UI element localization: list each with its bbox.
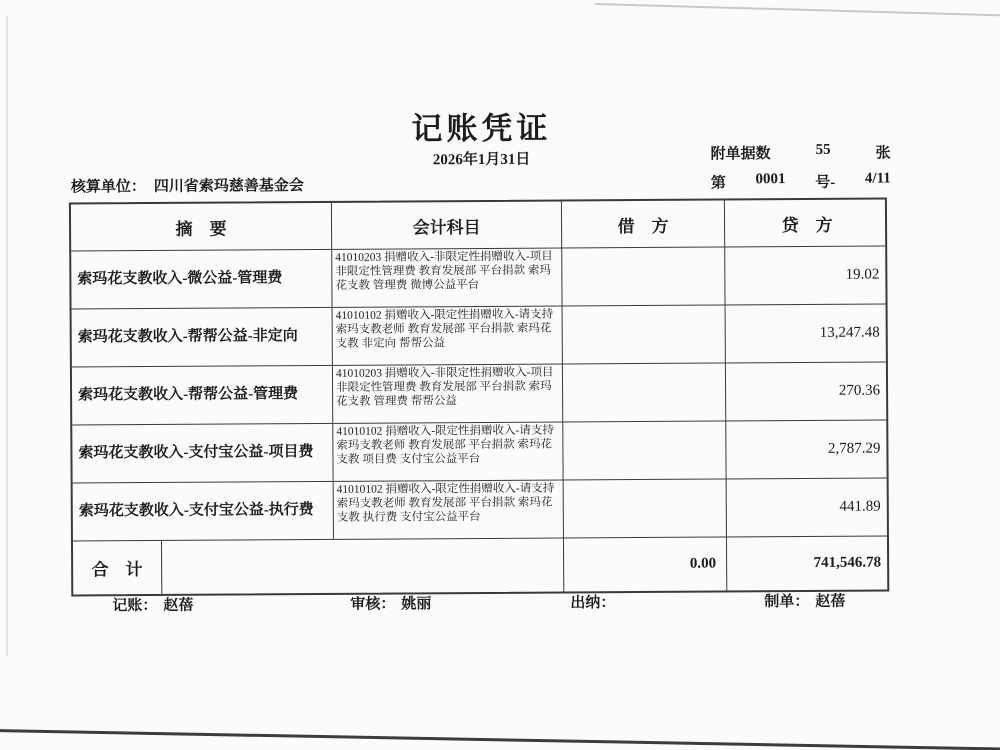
credit-cell: 19.02 xyxy=(724,246,889,304)
column-header-credit: 贷 方 xyxy=(724,199,889,246)
cashier-signature xyxy=(570,591,621,612)
total-label: 合 计 xyxy=(91,560,143,580)
voucher-date: 2026年1月31日 xyxy=(432,151,531,169)
attached-docs-label: 附单据数 xyxy=(710,146,771,163)
credit-cell: 13,247.48 xyxy=(725,304,890,362)
voucher-table xyxy=(69,198,889,597)
accounting-unit-label: 核算单位： xyxy=(70,179,146,196)
bookkeeper-signature xyxy=(112,594,193,615)
reviewer-name: 姚丽 xyxy=(401,596,432,613)
table-row xyxy=(72,362,886,425)
preparer-label: 制单： xyxy=(764,593,810,611)
bookkeeper-name: 赵蓓 xyxy=(163,597,194,614)
preparer-name: 赵蓓 xyxy=(815,593,846,610)
account-cell: 41010102 捐赠收入-限定性捐赠收入-请支持索玛支教老师 教育发展部 平台捐款 索玛花支教 项目费 支付宝公益平台 xyxy=(332,422,562,480)
cashier-label: 出纳： xyxy=(570,595,616,612)
account-cell: 41010102 捐赠收入-限定性捐赠收入-请支持索玛支教老师 教育发展部 平台捐款 索玛花支教 执行费 支付宝公益平台 xyxy=(333,480,563,538)
voucher-no: 0001 xyxy=(755,171,786,188)
page-title: 记账凭证 xyxy=(411,110,552,147)
reviewer-signature xyxy=(350,592,431,613)
debit-cell xyxy=(562,306,725,364)
table-row xyxy=(73,478,887,541)
summary-cell: 索玛花支教收入-支付宝公益-项目费 xyxy=(78,444,314,462)
table-row xyxy=(72,304,886,367)
column-header-debit: 借 方 xyxy=(561,201,724,248)
column-header-account: 会计科目 xyxy=(331,202,561,249)
table-total-row xyxy=(73,536,887,595)
total-empty-cell xyxy=(161,538,563,593)
attached-docs-count: 55 xyxy=(815,141,831,158)
credit-cell: 441.89 xyxy=(726,478,891,536)
total-credit: 741,546.78 xyxy=(726,536,891,590)
total-debit: 0.00 xyxy=(563,538,726,592)
account-cell: 41010203 捐赠收入-非限定性捐赠收入-项目非限定性管理费 教育发展部 平台捐款 索玛花支教 管理费 帮帮公益 xyxy=(332,364,562,422)
debit-cell xyxy=(562,422,725,480)
table-row xyxy=(72,420,886,483)
summary-cell: 索玛花支教收入-支付宝公益-执行费 xyxy=(78,502,314,520)
credit-cell: 2,787.29 xyxy=(725,420,890,478)
account-cell: 41010102 捐赠收入-限定性捐赠收入-请支持索玛支教老师 教育发展部 平台捐款 索玛花支教 非定向 帮帮公益 xyxy=(332,307,562,365)
voucher-number-row xyxy=(711,170,891,192)
table-row xyxy=(71,246,885,309)
voucher-no-prefix: 第 xyxy=(710,175,726,192)
reviewer-label: 审核： xyxy=(350,596,396,613)
credit-cell: 270.36 xyxy=(725,362,890,420)
debit-cell xyxy=(561,248,724,306)
attached-docs-unit: 张 xyxy=(875,145,891,162)
bookkeeper-label: 记账： xyxy=(112,597,158,615)
summary-cell: 索玛花支教收入-帮帮公益-管理费 xyxy=(78,386,299,404)
page-number: 4/11 xyxy=(864,170,891,187)
attached-docs-row xyxy=(711,141,891,163)
paper-bottom-edge xyxy=(0,729,1000,750)
preparer-signature xyxy=(764,590,845,611)
accounting-unit-name: 四川省索玛慈善基金会 xyxy=(153,178,304,195)
voucher-no-suffix: 号- xyxy=(815,174,836,191)
summary-cell: 索玛花支教收入-微公益-管理费 xyxy=(77,270,283,288)
accounting-unit-row xyxy=(71,174,304,196)
debit-cell xyxy=(563,480,726,538)
debit-cell xyxy=(562,364,725,422)
table-header-row xyxy=(71,200,885,251)
account-cell: 41010203 捐赠收入-非限定性捐赠收入-项目非限定性管理费 教育发展部 平台捐款 索玛花支教 管理费 微博公益平台 xyxy=(331,249,561,307)
summary-cell: 索玛花支教收入-帮帮公益-非定向 xyxy=(77,328,298,346)
column-header-summary: 摘 要 xyxy=(175,219,227,239)
